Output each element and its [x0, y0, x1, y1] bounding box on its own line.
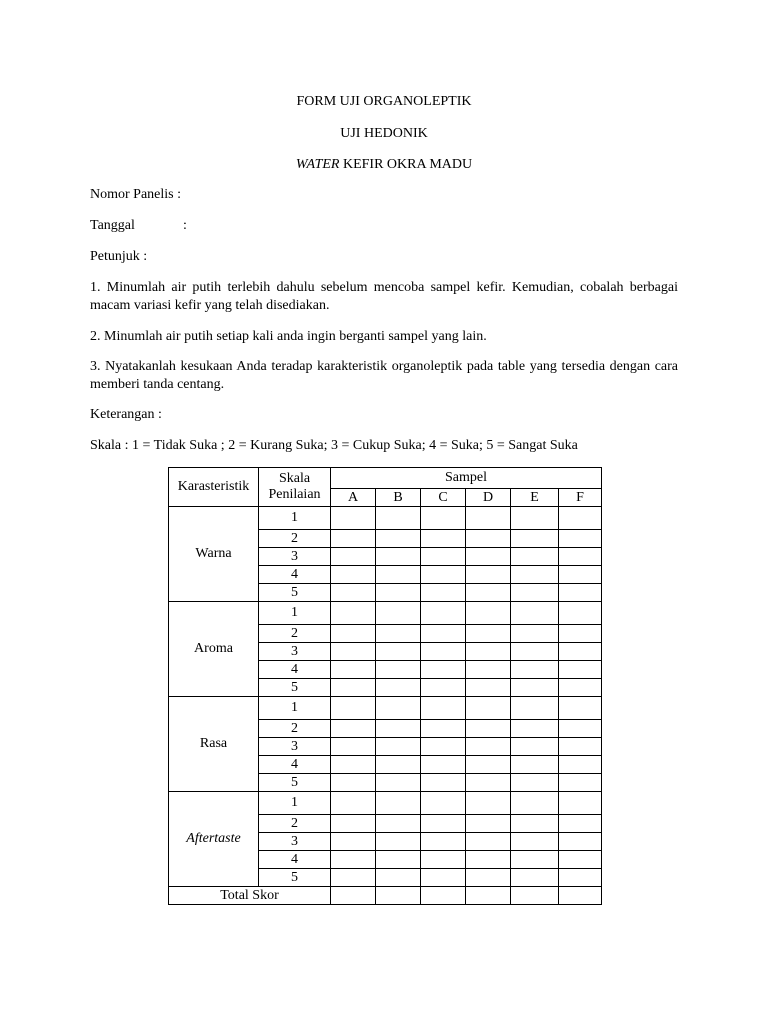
score-cell[interactable] — [421, 833, 466, 851]
score-cell[interactable] — [559, 584, 602, 602]
scale-value: 5 — [259, 679, 331, 697]
scale-value: 5 — [259, 774, 331, 792]
scale-value: 4 — [259, 661, 331, 679]
score-cell[interactable] — [331, 625, 376, 643]
score-cell[interactable] — [511, 833, 559, 851]
petunjuk-label: Petunjuk : — [90, 249, 148, 264]
score-cell[interactable] — [376, 625, 421, 643]
score-cell[interactable] — [511, 530, 559, 548]
scale-value: 1 — [259, 602, 331, 625]
scale-value: 4 — [259, 756, 331, 774]
table-row — [169, 507, 602, 530]
score-cell[interactable] — [466, 756, 511, 774]
score-cell[interactable] — [421, 661, 466, 679]
scale-value: 1 — [259, 507, 331, 530]
score-cell[interactable] — [511, 774, 559, 792]
score-cell[interactable] — [421, 756, 466, 774]
score-cell[interactable] — [511, 697, 559, 720]
sample-header-c: C — [421, 489, 466, 507]
score-cell[interactable] — [421, 584, 466, 602]
instruction-2: 2. Minumlah air putih setiap kali anda ingin berganti sampel yang lain. — [90, 329, 487, 344]
score-cell[interactable] — [376, 774, 421, 792]
score-cell[interactable] — [511, 869, 559, 887]
scale-value: 5 — [259, 869, 331, 887]
score-cell[interactable] — [511, 584, 559, 602]
scale-value: 2 — [259, 720, 331, 738]
score-cell[interactable] — [331, 643, 376, 661]
score-cell[interactable] — [466, 602, 511, 625]
score-cell[interactable] — [421, 792, 466, 815]
score-cell[interactable] — [421, 566, 466, 584]
score-cell[interactable] — [376, 720, 421, 738]
nomor-panelis-label: Nomor Panelis : — [90, 187, 181, 202]
score-cell[interactable] — [466, 815, 511, 833]
total-cell[interactable] — [331, 887, 376, 905]
score-cell[interactable] — [421, 602, 466, 625]
score-cell[interactable] — [511, 661, 559, 679]
tanggal-row — [90, 217, 678, 235]
scale-value: 4 — [259, 851, 331, 869]
score-cell[interactable] — [559, 643, 602, 661]
hedonic-table — [168, 467, 602, 905]
score-cell[interactable] — [511, 507, 559, 530]
score-cell[interactable] — [376, 548, 421, 566]
score-cell[interactable] — [331, 869, 376, 887]
table-row — [169, 792, 602, 815]
score-cell[interactable] — [559, 833, 602, 851]
characteristic-label: Warna — [169, 507, 259, 602]
skala-legend: Skala : 1 = Tidak Suka ; 2 = Kurang Suka; 3 = Cukup Suka; 4 = Suka; 5 = Sangat Suka — [90, 438, 578, 453]
score-cell[interactable] — [421, 815, 466, 833]
score-cell[interactable] — [376, 869, 421, 887]
scale-value: 3 — [259, 738, 331, 756]
score-cell[interactable] — [559, 566, 602, 584]
score-cell[interactable] — [331, 602, 376, 625]
score-cell[interactable] — [511, 602, 559, 625]
score-cell[interactable] — [559, 697, 602, 720]
score-cell[interactable] — [376, 602, 421, 625]
score-cell[interactable] — [559, 869, 602, 887]
score-cell[interactable] — [376, 584, 421, 602]
product-name — [0, 157, 768, 173]
score-cell[interactable] — [376, 507, 421, 530]
score-cell[interactable] — [331, 566, 376, 584]
score-cell[interactable] — [466, 738, 511, 756]
scale-value: 1 — [259, 792, 331, 815]
score-cell[interactable] — [421, 530, 466, 548]
score-cell[interactable] — [466, 625, 511, 643]
score-cell[interactable] — [511, 756, 559, 774]
score-cell[interactable] — [331, 679, 376, 697]
score-cell[interactable] — [421, 679, 466, 697]
characteristic-label — [169, 792, 259, 887]
score-cell[interactable] — [511, 679, 559, 697]
score-cell[interactable] — [331, 851, 376, 869]
score-cell[interactable] — [376, 815, 421, 833]
scale-value: 2 — [259, 530, 331, 548]
header-karakteristik: Karasteristik — [169, 468, 259, 507]
score-cell[interactable] — [466, 530, 511, 548]
scale-value: 2 — [259, 625, 331, 643]
table-row — [169, 602, 602, 625]
total-cell[interactable] — [511, 887, 559, 905]
score-cell[interactable] — [376, 851, 421, 869]
instruction-1: 1. Minumlah air putih terlebih dahulu sebelum mencoba sampel kefir. Kemudian, cobalah berbagai macam variasi kefir yang telah disediakan. — [90, 280, 678, 313]
score-cell[interactable] — [331, 774, 376, 792]
score-cell[interactable] — [511, 625, 559, 643]
header-skala — [259, 468, 331, 507]
score-cell[interactable] — [466, 643, 511, 661]
score-cell[interactable] — [511, 738, 559, 756]
characteristic-label: Rasa — [169, 697, 259, 792]
score-cell[interactable] — [466, 869, 511, 887]
header-sampel: Sampel — [331, 468, 602, 489]
characteristic-label: Aroma — [169, 602, 259, 697]
score-cell[interactable] — [511, 815, 559, 833]
scale-value: 5 — [259, 584, 331, 602]
form-title: FORM UJI ORGANOLEPTIK — [296, 94, 472, 109]
score-cell[interactable] — [376, 661, 421, 679]
score-cell[interactable] — [376, 566, 421, 584]
score-cell[interactable] — [421, 697, 466, 720]
score-cell[interactable] — [421, 869, 466, 887]
score-cell[interactable] — [559, 679, 602, 697]
score-cell[interactable] — [559, 507, 602, 530]
score-cell[interactable] — [331, 738, 376, 756]
instruction-3: 3. Nyatakanlah kesukaan Anda teradap karakteristik organoleptik pada table yang tersedia dengan cara memberi tanda centang. — [90, 359, 678, 392]
total-row — [169, 887, 602, 905]
scale-value: 1 — [259, 697, 331, 720]
sample-header-f: F — [559, 489, 602, 507]
score-cell[interactable] — [331, 548, 376, 566]
score-cell[interactable] — [421, 851, 466, 869]
score-cell[interactable] — [376, 643, 421, 661]
sample-header-b: B — [376, 489, 421, 507]
scale-value: 4 — [259, 566, 331, 584]
score-cell[interactable] — [331, 720, 376, 738]
score-cell[interactable] — [421, 643, 466, 661]
score-cell[interactable] — [421, 774, 466, 792]
keterangan-label: Keterangan : — [90, 407, 162, 422]
score-cell[interactable] — [466, 548, 511, 566]
tanggal-colon: : — [183, 218, 187, 233]
tanggal-label: Tanggal — [90, 218, 135, 233]
header-skala-line2: Penilaian — [268, 487, 321, 502]
score-cell[interactable] — [376, 833, 421, 851]
score-cell[interactable] — [331, 697, 376, 720]
score-cell[interactable] — [559, 625, 602, 643]
score-cell[interactable] — [559, 602, 602, 625]
score-cell[interactable] — [559, 756, 602, 774]
score-cell[interactable] — [376, 679, 421, 697]
total-cell[interactable] — [559, 887, 602, 905]
scale-value: 3 — [259, 833, 331, 851]
scale-value: 3 — [259, 548, 331, 566]
score-cell[interactable] — [331, 792, 376, 815]
score-cell[interactable] — [376, 792, 421, 815]
score-cell[interactable] — [376, 738, 421, 756]
sample-header-e: E — [511, 489, 559, 507]
scale-value: 3 — [259, 643, 331, 661]
table-row — [169, 697, 602, 720]
score-cell[interactable] — [559, 815, 602, 833]
characteristic-label-text: Aftertaste — [186, 831, 241, 846]
score-cell[interactable] — [466, 833, 511, 851]
score-cell[interactable] — [466, 851, 511, 869]
score-cell[interactable] — [421, 548, 466, 566]
score-cell[interactable] — [331, 584, 376, 602]
score-cell[interactable] — [511, 643, 559, 661]
score-cell[interactable] — [559, 851, 602, 869]
score-cell[interactable] — [466, 697, 511, 720]
score-cell[interactable] — [559, 661, 602, 679]
score-cell[interactable] — [466, 507, 511, 530]
score-cell[interactable] — [376, 697, 421, 720]
total-cell[interactable] — [421, 887, 466, 905]
score-cell[interactable] — [559, 530, 602, 548]
score-cell[interactable] — [331, 815, 376, 833]
score-cell[interactable] — [466, 661, 511, 679]
form-subtitle: UJI HEDONIK — [340, 126, 428, 141]
score-cell[interactable] — [331, 756, 376, 774]
score-cell[interactable] — [559, 774, 602, 792]
sample-header-d: D — [466, 489, 511, 507]
total-cell[interactable] — [466, 887, 511, 905]
score-cell[interactable] — [511, 548, 559, 566]
score-cell[interactable] — [421, 507, 466, 530]
product-name-italic: WATER — [295, 157, 340, 172]
header-skala-line1: Skala — [278, 471, 311, 486]
score-cell[interactable] — [421, 625, 466, 643]
score-cell[interactable] — [466, 566, 511, 584]
score-cell[interactable] — [421, 738, 466, 756]
total-cell[interactable] — [376, 887, 421, 905]
score-cell[interactable] — [511, 720, 559, 738]
score-cell[interactable] — [559, 548, 602, 566]
score-cell[interactable] — [331, 833, 376, 851]
score-cell[interactable] — [466, 774, 511, 792]
score-cell[interactable] — [466, 792, 511, 815]
sample-header-a: A — [331, 489, 376, 507]
score-cell[interactable] — [331, 507, 376, 530]
score-cell[interactable] — [511, 851, 559, 869]
scale-value: 2 — [259, 815, 331, 833]
score-cell[interactable] — [559, 792, 602, 815]
score-cell[interactable] — [511, 566, 559, 584]
score-cell[interactable] — [376, 756, 421, 774]
score-cell[interactable] — [466, 584, 511, 602]
product-name-rest: KEFIR OKRA MADU — [339, 157, 473, 172]
score-cell[interactable] — [511, 792, 559, 815]
score-cell[interactable] — [331, 530, 376, 548]
score-cell[interactable] — [559, 738, 602, 756]
score-cell[interactable] — [466, 679, 511, 697]
total-label: Total Skor — [169, 887, 331, 905]
score-cell[interactable] — [331, 661, 376, 679]
score-cell[interactable] — [376, 530, 421, 548]
score-cell[interactable] — [559, 720, 602, 738]
score-cell[interactable] — [466, 720, 511, 738]
score-cell[interactable] — [421, 720, 466, 738]
